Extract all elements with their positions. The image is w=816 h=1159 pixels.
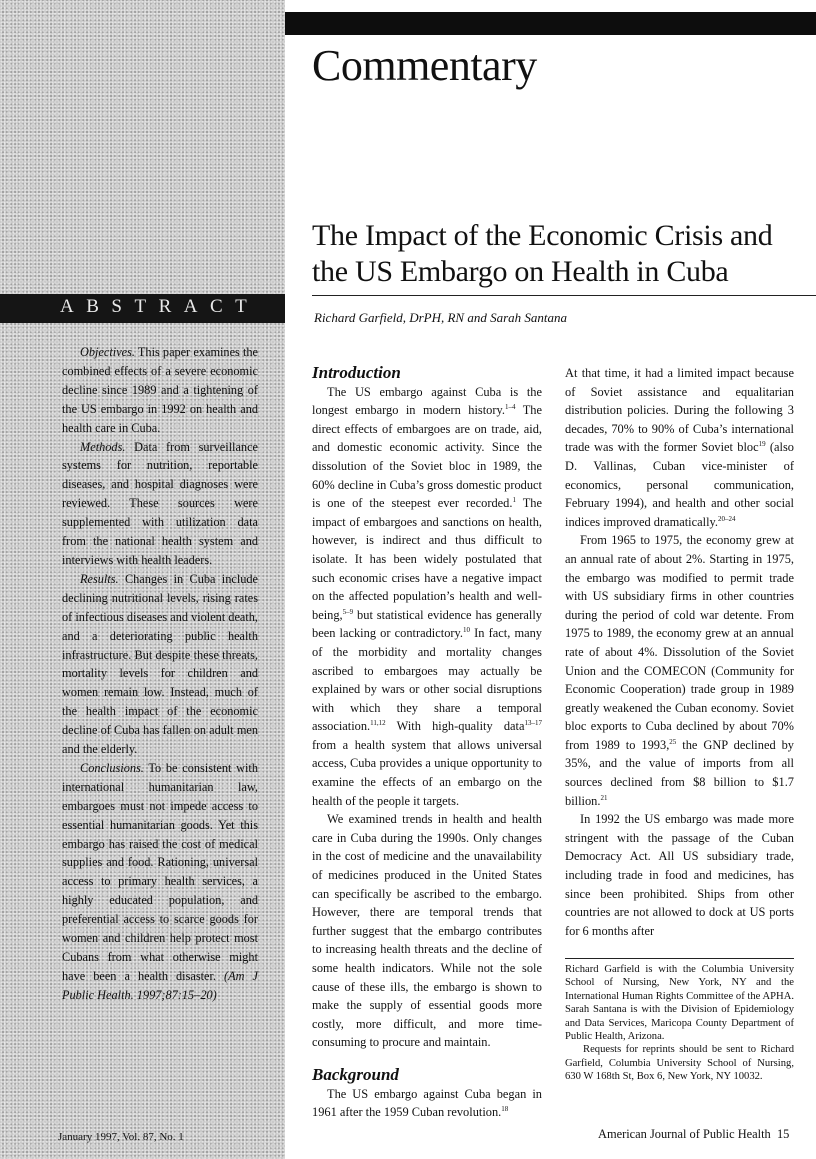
- objectives-text: This paper examines the combined effects of a severe economic decline since 1989 and a tightening of the US embargo in 1992 on health and health care in Cuba.: [62, 345, 258, 435]
- background-text: The US embargo against Cuba began in 1961 after the 1959 Cuban revolution.: [312, 1086, 542, 1120]
- conclusions-text: To be consistent with international humanitarian law, embargoes must not impede access to essential humanitarian goods. Yet this embargo has raised the cost of medical supplies and food. Rationing, universal access to primary health services, a highly educated population, and preferential access to scarce goods for women and children help protect most Cubans from what otherwise might have been a health disaster.: [62, 760, 258, 983]
- intro-text: In fact, many of the morbidity and mortality changes ascribed to embargoes may actually be explained by wars or other social disruptions with which they share a temporal association.: [312, 626, 543, 734]
- title-rule: [312, 295, 816, 296]
- header-bar: [285, 12, 816, 35]
- column-1: [312, 364, 542, 1122]
- intro-text: from a health system that allows universal access, Cuba provides a unique opportunity to examine the effects of an embargo on the health of the people it targets.: [312, 737, 542, 808]
- intro-text: The direct effects of embargoes are on trade, aid, and domestic economic activity. Since the dissolution of the Soviet bloc in 1989, the 60% decline in Cuba’s gross domestic product is one of the steepest ever recorded.: [312, 403, 542, 511]
- footnote-reprints: Requests for reprints should be sent to Richard Garfield, Columbia University School of Nursing, 630 W 168th St, Box 6, New York, NY 10032.: [565, 1044, 794, 1083]
- citation-ref: 21: [600, 793, 608, 802]
- abstract-results: [62, 570, 258, 759]
- title-line-1: The Impact of the Economic Crisis and: [312, 219, 773, 252]
- abstract-methods: [62, 438, 258, 570]
- abstract-conclusions: [62, 759, 258, 1005]
- issue-date: January 1997, Vol. 87, No. 1: [58, 1131, 184, 1143]
- citation-ref: 18: [501, 1105, 509, 1114]
- journal-footer: [598, 1127, 789, 1142]
- journal-name: American Journal of Public Health: [598, 1127, 771, 1141]
- citation-ref: 5–9: [342, 607, 354, 616]
- intro-paragraph-1: [312, 383, 542, 811]
- article-title: [312, 218, 802, 290]
- introduction-heading: Introduction: [312, 363, 401, 382]
- abstract-citation: (Am J Public Health. 1997;87:15–20): [62, 968, 259, 1002]
- results-text: Changes in Cuba include declining nutritional levels, rising rates of infectious diseases and violent death, and a deteriorating public health infrastructure. But despite these threats, mortality levels for children and women remain low. Instead, much of the health impact of the economic decline of Cuba has fallen on adult men and the elderly.: [62, 571, 259, 757]
- background-heading: Background: [312, 1064, 399, 1084]
- col2-paragraph-1: [565, 364, 794, 531]
- body-text: the GNP declined by 35%, and the value of imports from all sources declined from $8 billion to $1.7 billion.: [565, 737, 794, 808]
- intro-text: With high-quality data: [385, 719, 525, 734]
- page-number: 15: [776, 1127, 790, 1141]
- citation-ref: 19: [758, 440, 766, 449]
- citation-ref: 11,12: [370, 719, 386, 728]
- authors: Richard Garfield, DrPH, RN and Sarah Santana: [314, 310, 568, 325]
- author-footnote: [565, 963, 794, 1084]
- methods-text: Data from surveillance systems for nutrition, reportable diseases, and hospital diagnoses were reviewed. These sources were supplemented with utilization data from the national health system and interviews with health leaders.: [62, 439, 258, 567]
- footnote-rule: [565, 958, 794, 959]
- objectives-label: Objectives.: [80, 345, 135, 359]
- citation-ref: 1: [512, 496, 516, 505]
- column-2: [565, 364, 794, 940]
- intro-paragraph-2: We examined trends in health and health care in Cuba during the 1990s. Only changes in the cost of medicine and the unavailability of medicines produced in the United States can specifically be ascribed to the embargo. However, there are temporal trends that further suggest that the embargo contributes to increasing health threats and the decline of some health indicators. While not the sole cause of these ills, the embargo is shown to make the supply of essential goods more costly, more difficult, and more time-consuming to procure and maintain.: [312, 812, 542, 1050]
- body-text: (also D. Vallinas, Cuban vice-minister of economics, personal communication, February 1994), and health and other social indices improved dramatically.: [565, 440, 794, 529]
- section-label: Commentary: [312, 41, 537, 90]
- body-text: At that time, it had a limited impact because of Soviet assistance and equalitarian distribution policies. During the following 3 decades, 70% to 90% of Cuba’s international trade was with the former Soviet bloc: [565, 366, 794, 455]
- citation-ref: 13–17: [524, 719, 542, 728]
- title-line-2: the US Embargo on Health in Cuba: [312, 255, 729, 288]
- abstract-objectives: [62, 343, 258, 438]
- abstract-body: [62, 343, 258, 1005]
- body-text: From 1965 to 1975, the economy grew at an annual rate of about 2%. Starting in 1975, the embargo was modified to permit trade with US subsidiary firms in other countries during the period of cold war detente. From 1975 to 1989, the economy grew at an annual rate of about 4%. Dissolution of the Soviet Union and the COMECON (Community for Economic Cooperation) trade group in 1989 greatly weakened the Cuban economy. Soviet bloc exports to Cuba declined by about 70% from 1989 to 1993,: [565, 533, 794, 752]
- methods-label: Methods.: [80, 439, 126, 454]
- col2-paragraph-3: In 1992 the US embargo was made more stringent with the passage of the Cuban Democracy Act. All US subsidiary trade, including trade in food and medicines, has since been prohibited. Ships from other countries are not allowed to dock at US ports for 6 months after: [565, 812, 794, 938]
- col2-paragraph-2: [565, 531, 794, 810]
- citation-ref: 10: [463, 626, 471, 635]
- background-paragraph-1: [312, 1085, 542, 1122]
- citation-ref: 25: [669, 737, 677, 746]
- intro-text: The US embargo against Cuba is the longest embargo in modern history.: [312, 384, 542, 418]
- intro-text: but statistical evidence has generally been lacking or contradictory.: [312, 607, 542, 641]
- citation-ref: 1–4: [504, 403, 516, 412]
- citation-ref: 20–24: [718, 514, 736, 523]
- intro-text: The impact of embargoes and sanctions on health, however, is indirect and thus difficult to isolate. It has been widely postulated that such economic crises have a negative impact on the affected population’s health and well-being,: [312, 496, 542, 622]
- conclusions-label: Conclusions.: [80, 760, 144, 775]
- results-label: Results.: [80, 571, 119, 586]
- abstract-label: ABSTRACT: [60, 296, 260, 317]
- footnote-affiliation: Richard Garfield is with the Columbia University School of Nursing, New York, NY and the International Human Rights Committee of the APHA. Sarah Santana is with the Division of Epidemiology and Data Services, Maricopa County Department of Public Health, Arizona.: [565, 964, 794, 1043]
